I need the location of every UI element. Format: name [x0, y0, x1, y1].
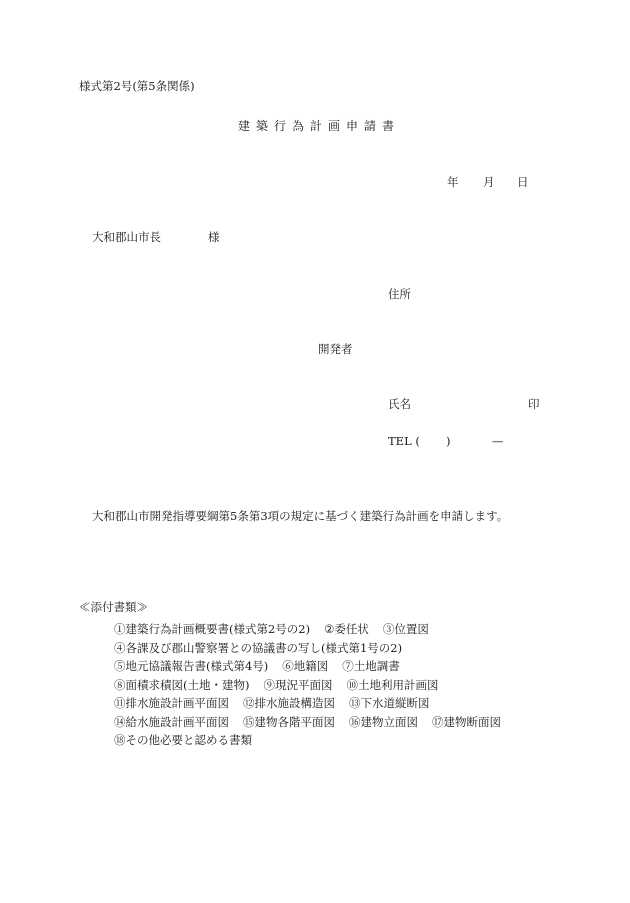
attachment-item: ⑮建物各階平面図: [243, 714, 335, 729]
document-title: 建築行為計画申請書: [238, 119, 401, 133]
address-label: 住所: [388, 287, 411, 301]
attachment-line: [114, 657, 515, 676]
tel-close-paren: ): [446, 434, 451, 448]
attachment-item: ④各課及び郡山警察署との協議書の写し(様式第1号の2): [114, 640, 403, 655]
developer-label: 開発者: [318, 342, 353, 356]
tel-label: TEL (: [388, 434, 420, 448]
attachments-heading: ≪添付書類≫: [79, 600, 148, 614]
attachment-item: ⑧面積求積図(土地・建物): [114, 677, 250, 692]
date-day: 日: [517, 175, 529, 189]
name-label: 氏名: [388, 397, 411, 411]
attachment-item: ⑪排水施設計画平面図: [114, 696, 229, 710]
attachment-item: ⑰建物断面図: [432, 714, 501, 729]
attachment-item: ③位置図: [382, 622, 429, 636]
seal-label: 印: [528, 397, 540, 411]
attachment-item: ⑱その他必要と認める書類: [114, 733, 252, 747]
attachment-item: ⑭給水施設計画平面図: [114, 714, 229, 729]
addressee-name: 大和郡山市長: [92, 230, 161, 244]
attachment-line: [114, 694, 515, 713]
attachment-item: ⑬下水道縦断図: [349, 696, 430, 710]
addressee-honorific: 様: [208, 230, 220, 244]
tel-dash: —: [492, 434, 504, 448]
attachment-item: ⑯建物立面図: [349, 714, 418, 729]
attachment-item: ⑦土地調書: [342, 659, 400, 673]
attachment-line: [114, 713, 515, 732]
attachment-item: ⑥地籍図: [282, 659, 329, 673]
attachment-item: ⑤地元協議報告書(様式第4号): [114, 659, 269, 673]
attachments-list: [114, 620, 515, 750]
attachment-item: ②委任状: [324, 622, 369, 636]
attachment-line: [114, 731, 515, 750]
attachment-item: ⑨現況平面図: [263, 677, 333, 692]
attachment-item: ①建築行為計画概要書(様式第2号の2): [114, 622, 311, 636]
attachment-line: [114, 620, 515, 639]
attachment-line: [114, 639, 515, 658]
date-year: 年: [447, 175, 459, 189]
attachment-item: ⑫排水施設構造図: [243, 696, 335, 710]
date-month: 月: [483, 175, 495, 189]
form-number: 様式第2号(第5条関係): [79, 79, 195, 93]
application-statement: 大和郡山市開発指導要綱第5条第3項の規定に基づく建築行為計画を申請します。: [92, 509, 509, 523]
attachment-line: [114, 676, 515, 695]
attachment-item: ⑩土地利用計画図: [346, 677, 439, 692]
